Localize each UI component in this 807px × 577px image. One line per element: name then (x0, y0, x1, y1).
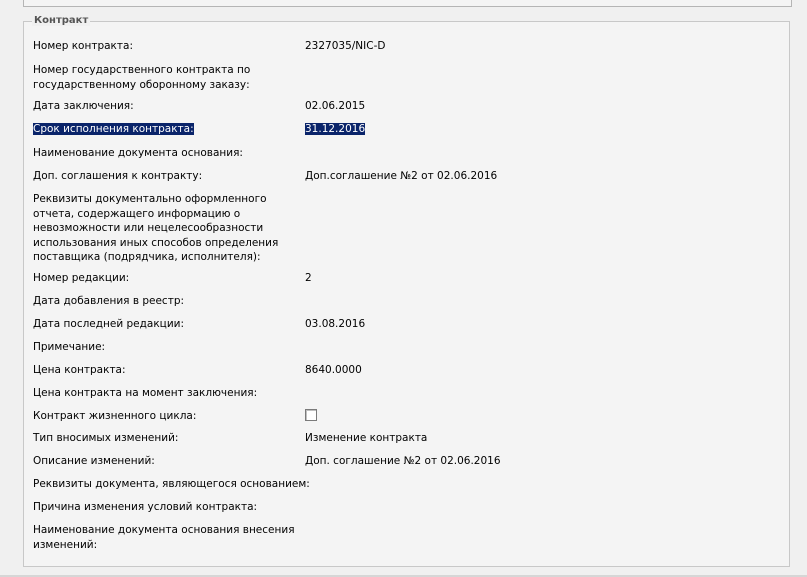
value-last-revision-date: 03.08.2016 (305, 318, 366, 330)
label-change-type: Тип вносимых изменений: (33, 432, 179, 444)
label-note: Примечание: (33, 341, 106, 353)
contract-fieldset (23, 15, 790, 567)
label-execution-term (33, 122, 303, 137)
label-contract-price: Цена контракта: (33, 364, 126, 376)
label-change-description: Описание изменений: (33, 455, 155, 467)
label-initial-price: Цена контракта на момент заключения: (33, 387, 258, 399)
label-report-details: Реквизиты документально оформленного отчета, содержащего информацию о невозможности или нецелесообразности использования иных способов определения поставщика (подрядчика, исполнителя): (33, 193, 279, 263)
lifecycle-contract-checkbox[interactable] (305, 409, 317, 421)
value-revision-number: 2 (305, 272, 312, 284)
previous-section-box (23, 0, 792, 7)
label-conclusion-date: Дата заключения: (33, 100, 134, 112)
label-revision-number: Номер редакции: (33, 272, 130, 284)
label-lifecycle-contract: Контракт жизненного цикла: (33, 410, 197, 422)
selected-text-label[interactable]: Срок исполнения контракта: (33, 123, 194, 135)
value-contract-price: 8640.0000 (305, 364, 362, 376)
value-change-type: Изменение контракта (305, 432, 428, 444)
value-execution-term (305, 122, 765, 137)
label-last-revision-date: Дата последней редакции: (33, 318, 184, 330)
value-conclusion-date: 02.06.2015 (305, 100, 366, 112)
label-basis-document: Наименование документа основания: (33, 147, 243, 159)
value-change-description: Доп. соглашение №2 от 02.06.2016 (305, 455, 501, 467)
label-contract-number: Номер контракта: (33, 40, 133, 52)
label-change-reason: Причина изменения условий контракта: (33, 501, 258, 513)
label-change-basis-document: Наименование документа основания внесения изменений: (33, 524, 295, 551)
label-registry-date: Дата добавления в реестр: (33, 295, 185, 307)
label-basis-doc-details: Реквизиты документа, являющегося основанием: (33, 478, 310, 490)
label-supplementary-agreements: Доп. соглашения к контракту: (33, 170, 203, 182)
selected-text-value[interactable]: 31.12.2016 (305, 123, 366, 135)
section-legend: Контракт (34, 15, 89, 26)
value-supplementary-agreements: Доп.соглашение №2 от 02.06.2016 (305, 170, 498, 182)
value-contract-number: 2327035/NIC-D (305, 40, 386, 52)
label-gov-contract-number: Номер государственного контракта по государственному оборонному заказу: (33, 64, 251, 91)
